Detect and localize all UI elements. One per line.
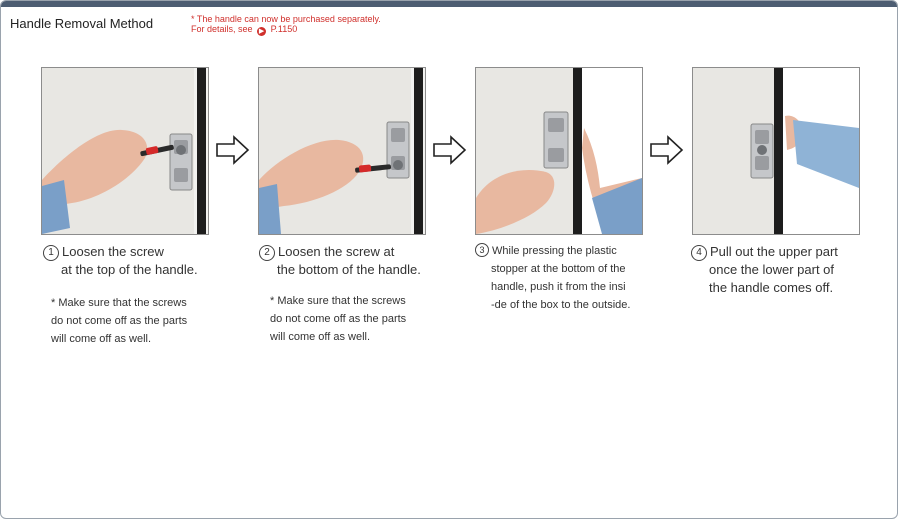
step-line: Loosen the screw [62, 244, 164, 259]
step-line: once the lower part of [709, 262, 835, 277]
step-line: stopper at the bottom of the [491, 263, 626, 275]
caution-line: will come off as well. [51, 333, 152, 345]
caution-line: * Make sure that the screws [270, 295, 406, 307]
arrow-right-icon [433, 135, 467, 165]
caution-line: will come off as well. [270, 331, 371, 343]
step-3-text [475, 242, 630, 314]
step-number-badge: 1 [43, 245, 59, 261]
step-2-photo [258, 67, 426, 235]
step-number-badge: 3 [475, 243, 489, 257]
play-circle-icon: ▶ [258, 28, 265, 35]
step-1-caution [51, 294, 187, 348]
step-2-text [259, 243, 421, 279]
header-bar [1, 1, 897, 7]
purchase-note-prefix: For details, see [191, 24, 253, 34]
purchase-note-line1: * The handle can now be purchased separately. [191, 14, 381, 24]
step-line: Pull out the upper part [710, 244, 838, 259]
caution-line: do not come off as the parts [51, 315, 188, 327]
caution-line: do not come off as the parts [270, 313, 407, 325]
arrow-right-icon [650, 135, 684, 165]
caution-line: * Make sure that the screws [51, 297, 187, 309]
purchase-note [191, 14, 381, 36]
step-1-text [43, 243, 198, 279]
step-1-photo [41, 67, 209, 235]
step-line: Loosen the screw at [278, 244, 395, 259]
step-4-text [691, 243, 838, 297]
step-line: While pressing the plastic [492, 245, 617, 257]
section-title: Handle Removal Method [10, 16, 154, 31]
arrow-right-icon [216, 135, 250, 165]
step-number-badge: 4 [691, 245, 707, 261]
step-4-photo [692, 67, 860, 235]
step-line: the bottom of the handle. [277, 262, 421, 277]
step-number-badge: 2 [259, 245, 275, 261]
page-reference-link[interactable]: P.1150 [270, 24, 298, 34]
step-3-photo [475, 67, 643, 235]
step-line: handle, push it from the insi [491, 281, 626, 293]
purchase-note-line2 [191, 24, 381, 36]
step-2-caution [270, 292, 406, 346]
step-line: at the top of the handle. [61, 262, 198, 277]
step-line: -de of the box to the outside. [491, 299, 631, 311]
step-line: the handle comes off. [709, 280, 834, 295]
